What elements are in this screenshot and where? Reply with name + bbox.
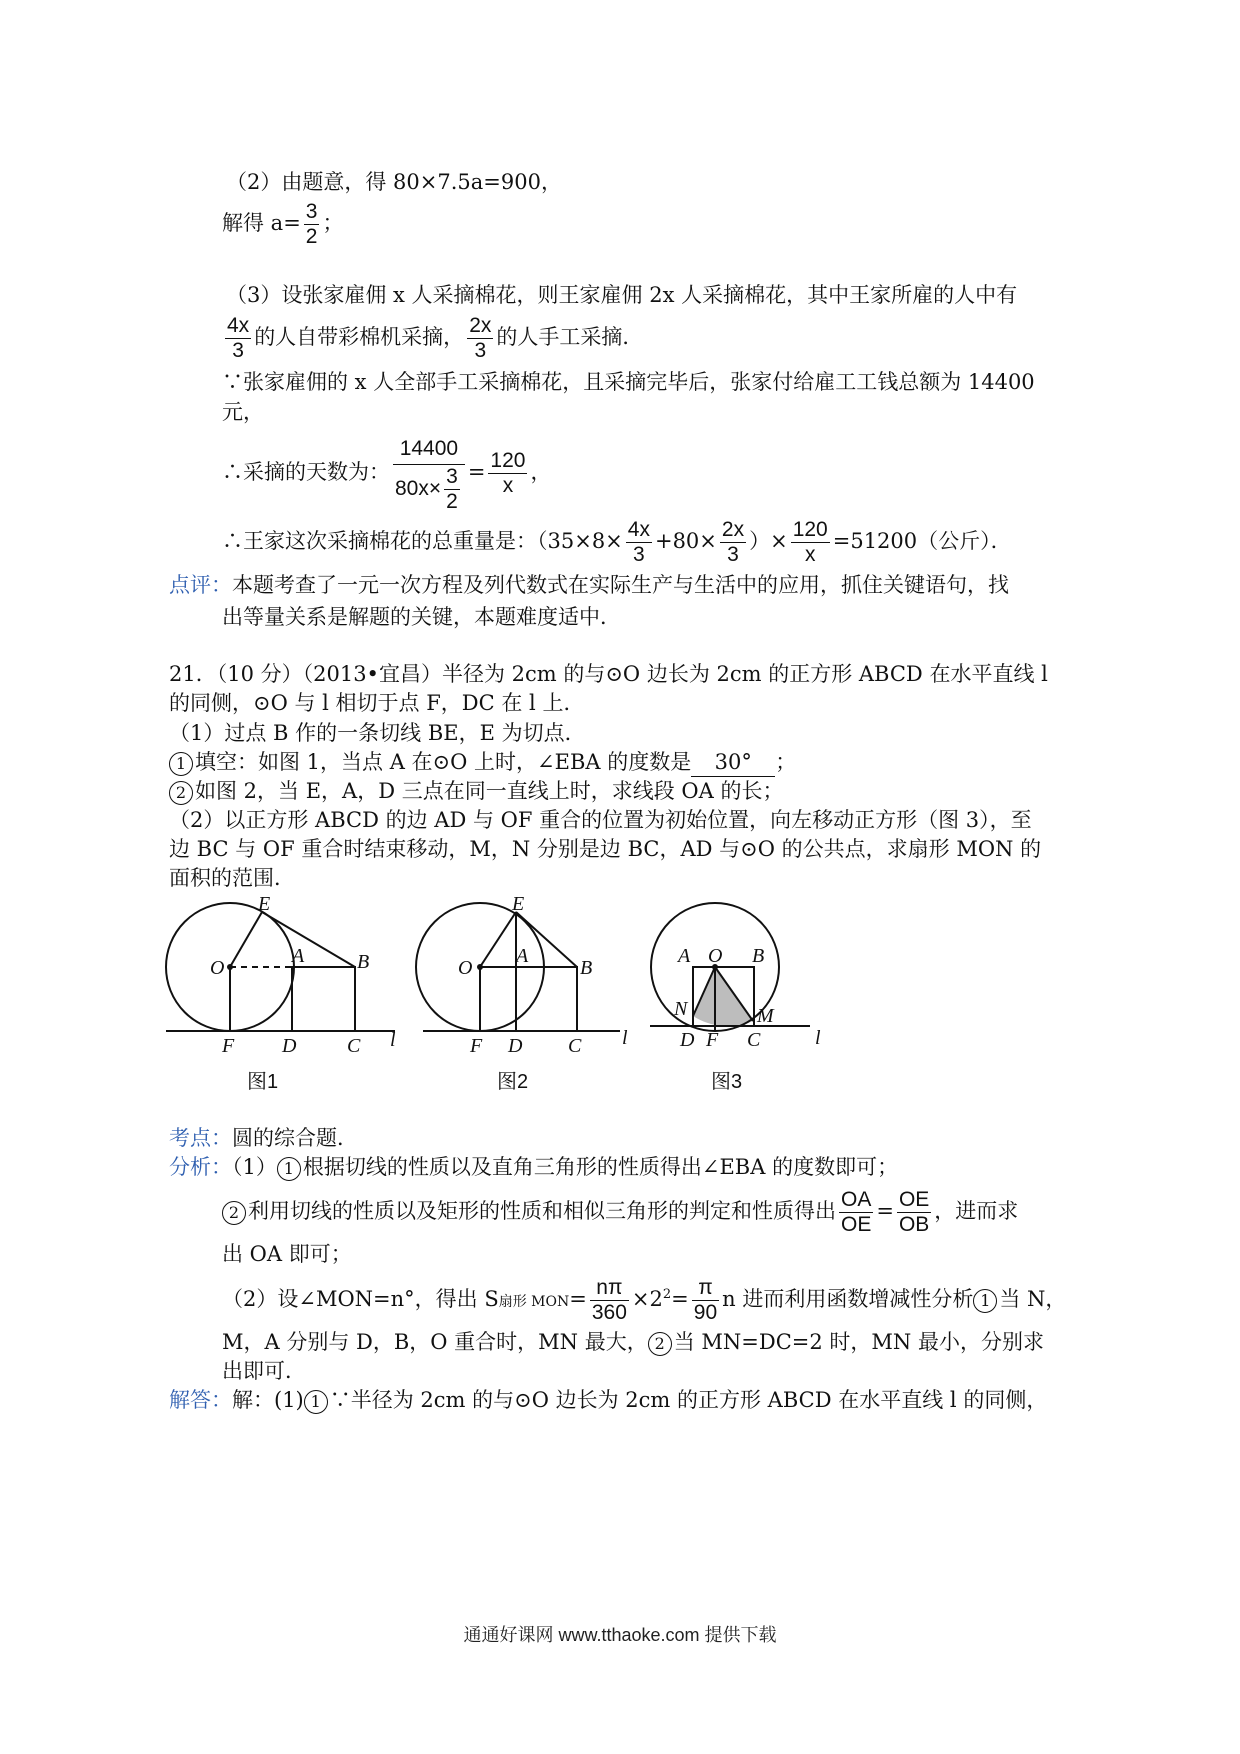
q21-line8: 面积的范围． xyxy=(169,866,295,890)
fig2-caption: 图2 xyxy=(497,1071,529,1093)
fig2-F: F xyxy=(470,1035,483,1057)
fig3-C: C xyxy=(747,1029,761,1051)
fig1-F: F xyxy=(222,1035,235,1057)
part3-line1: （3）设张家雇佣 x 人采摘棉花，则王家雇佣 2x 人采摘棉花，其中王家所雇的人中有 xyxy=(226,283,1018,307)
q21-line1: 21．（10 分）（2013•宜昌）半径为 2cm 的与⊙O 边长为 2cm 的正方形 ABCD 在水平直线 l xyxy=(169,662,1048,686)
answer-blank: 30° xyxy=(691,748,775,777)
fig2-A: A xyxy=(516,945,529,967)
fig3-B: B xyxy=(752,945,765,967)
fig1-square xyxy=(292,967,355,1031)
q21-line4: 1 填空：如图 1，当点 A 在⊙O 上时，∠EBA 的度数是 30° ； xyxy=(169,748,796,777)
comment-label: 点评： xyxy=(169,573,232,597)
fenxi-line1: 分析：（1） 1 根据切线的性质以及直角三角形的性质得出∠EBA 的度数即可； xyxy=(169,1155,899,1179)
jieda-label: 解答： xyxy=(169,1388,232,1412)
fig3-l: l xyxy=(815,1027,821,1049)
part2-solve: 解得 a= $\frac{3}{2}$ ； xyxy=(222,200,344,248)
ratio-oe-ob: $\frac{OE}{OB}$ xyxy=(898,1188,930,1236)
fig1-O: O xyxy=(210,957,225,979)
fenxi-line3: 出 OA 即可； xyxy=(222,1242,352,1266)
frac-npi-360: $\frac{n\pi}{360}$ xyxy=(591,1276,627,1324)
q21-line5: 2 如图 2，当 E，A，D 三点在同一直线上时，求线段 OA 的长； xyxy=(169,777,783,805)
t-frac-1: $\frac{4x}{3}$ xyxy=(627,518,650,566)
frac-4x-3: $\frac{4x}{3}$ xyxy=(227,314,250,362)
fig3-M: M xyxy=(757,1005,774,1027)
page-footer: 通通好课网 www.tthaoke.com 提供下载 xyxy=(463,1625,777,1645)
fig3-A: A xyxy=(678,945,691,967)
fig3-O: O xyxy=(708,945,723,967)
fig1-B: B xyxy=(357,951,370,973)
comment-line2: 出等量关系是解题的关键，本题难度适中． xyxy=(222,605,621,629)
fenxi-line4: （2）设∠MON=n°，得出 S扇形 MON= $\frac{n\pi}{360}$ $\times 2^2=$ $\frac{\pi}{90}$ n 进而利用函数增减性分析 1 当 N， xyxy=(222,1276,1067,1324)
fig1-D: D xyxy=(282,1035,297,1057)
days-equation: ∴采摘的天数为： 14400 80x× $\frac{3}{2}$ = $\frac{120}{x}$ ， xyxy=(222,432,551,514)
geometry-figures xyxy=(0,880,1240,1120)
part3-because: ∵张家雇佣的 x 人全部手工采摘棉花，且采摘完毕后，张家付给雇工工钱总额为 14400 xyxy=(222,370,1035,394)
t-frac-3: $\frac{120}{x}$ xyxy=(792,518,828,566)
fig2-OE xyxy=(480,912,516,967)
fig3-F: F xyxy=(706,1029,719,1051)
part3-line2: $\frac{4x}{3}$ 的人自带彩棉机采摘， $\frac{2x}{3}$ 的人手工采摘． xyxy=(227,314,644,362)
fig1-caption: 图1 xyxy=(247,1071,279,1093)
circled-1: 1 xyxy=(973,1289,997,1313)
fig2-E: E xyxy=(512,893,525,915)
fig1-A: A xyxy=(292,945,305,967)
comment-line1: 点评：本题考查了一元一次方程及列代数式在实际生产与生活中的应用，抓住关键语句，找 xyxy=(169,573,1009,597)
days-fraction: 14400 80x× $\frac{3}{2}$ xyxy=(393,434,465,514)
fenxi-line6: 出即可． xyxy=(222,1359,306,1383)
fig1-EB xyxy=(262,912,355,967)
q21-line7: 边 BC 与 OF 重合时结束移动，M，N 分别是边 BC，AD 与⊙O 的公共点，求扇形 MON 的 xyxy=(169,837,1042,861)
solve-prefix: 解得 a= xyxy=(222,211,301,235)
fig1-center-dot xyxy=(227,964,233,970)
circled-1: 1 xyxy=(304,1390,328,1414)
fig2-l: l xyxy=(622,1027,628,1049)
a-fraction: $\frac{3}{2}$ xyxy=(305,200,318,248)
fenxi-line2: 2 利用切线的性质以及矩形的性质和相似三角形的判定和性质得出 $\frac{OA}{OE}$ = $\frac{OE}{OB}$ ，进而求 xyxy=(222,1188,1018,1237)
part2-line1: （2）由题意，得 80×7.5a=900， xyxy=(226,170,562,194)
fig3-caption: 图3 xyxy=(711,1071,743,1093)
t-frac-2: $\frac{2x}{3}$ xyxy=(721,518,745,566)
total-equation: ∴王家这次采摘棉花的总重量是：（35×8× $\frac{4x}{3}$ +80× $\frac{2x}{3}$ ）× $\frac{120}{x}$ =51200（公斤）． xyxy=(222,518,1012,566)
fig1-C: C xyxy=(347,1035,361,1057)
fig2-D: D xyxy=(508,1035,523,1057)
fig3-D: D xyxy=(680,1029,695,1051)
part3-yuan: 元， xyxy=(222,400,264,424)
fig2-C: C xyxy=(568,1035,582,1057)
circled-2: 2 xyxy=(169,781,193,805)
fenxi-line5: M，A 分别与 D，B，O 重合时，MN 最大， 2 当 MN=DC=2 时，MN 最小，分别求 xyxy=(222,1330,1044,1354)
jieda-line: 解答：解：(1) 1 ∵半径为 2cm 的与⊙O 边长为 2cm 的正方形 ABCD 在水平直线 l 的同侧， xyxy=(169,1388,1048,1412)
q21-line2: 的同侧，⊙O 与 l 相切于点 F，DC 在 l 上． xyxy=(169,691,585,715)
fenxi-label: 分析： xyxy=(169,1155,232,1179)
fig1-OE xyxy=(230,912,262,967)
circled-1: 1 xyxy=(169,752,193,776)
frac-3-2: $\frac{3}{2}$ xyxy=(446,464,458,513)
frac-120-x: $\frac{120}{x}$ xyxy=(490,449,526,497)
frac-pi-90: $\frac{\pi}{90}$ xyxy=(693,1276,718,1324)
fig1-E: E xyxy=(258,893,271,915)
fig3-N: N xyxy=(674,998,688,1020)
fig1-l: l xyxy=(390,1029,396,1051)
fig2-center-dot xyxy=(477,964,483,970)
ratio-oa-oe: $\frac{OA}{OE}$ xyxy=(841,1188,872,1236)
circled-2: 2 xyxy=(648,1332,672,1356)
fig2-square xyxy=(516,967,577,1031)
q21-line3: （1）过点 B 作的一条切线 BE，E 为切点． xyxy=(169,721,586,745)
kaodian-label: 考点： xyxy=(169,1126,232,1150)
circled-1: 1 xyxy=(277,1157,301,1181)
kaodian-line: 考点：圆的综合题． xyxy=(169,1126,358,1150)
q21-line6: （2）以正方形 ABCD 的边 AD 与 OF 重合的位置为初始位置，向左移动正方形（图 3），至 xyxy=(169,808,1032,832)
fig2-O: O xyxy=(458,957,473,979)
circled-2: 2 xyxy=(222,1201,246,1225)
frac-2x-3: $\frac{2x}{3}$ xyxy=(469,314,492,362)
fig2-B: B xyxy=(580,957,593,979)
